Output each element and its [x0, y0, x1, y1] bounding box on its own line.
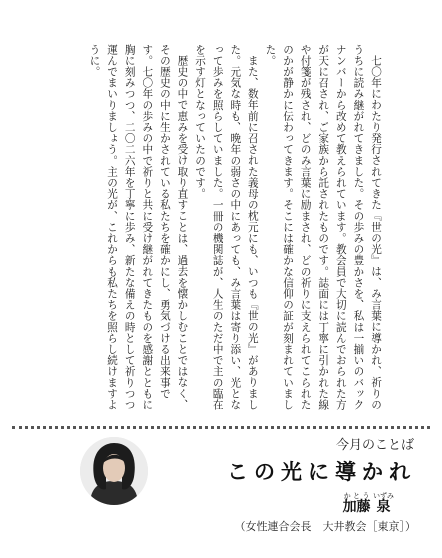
author-given-name: 泉 [373, 499, 394, 515]
author-name [343, 492, 394, 516]
author-surname: 加藤 [342, 499, 371, 515]
column-title: この光に導かれ [227, 460, 416, 484]
dotted-divider [12, 426, 430, 429]
author-surname-reading: かとう [342, 492, 371, 500]
article-body [0, 44, 442, 419]
author-given-reading: いずみ [373, 492, 394, 500]
column-label: 今月のことば [335, 438, 414, 453]
article-paragraph-3: 歴史の中で恵みを受け取り直すことは、過去を懐かしむことではなく、その歴史の中に生かされている私たちを確かにし、勇気づける出来事です。七〇年の歩みの中で祈りと共に受け継がれてきたものを感謝とともに胸に刻みつつ、二〇二六年を丁寧に歩み、新たな備えの時として祈りつつ運んでまいりましょう。主の光が、これからも私たちを照らし続けますように。 [88, 44, 189, 411]
article-paragraph-2: また、数年前に召された義母の枕元にも、いつも『世の光』がありました。元気な時も、晩年の弱さの中にあっても、み言葉は寄り添い、光となって歩みを照らしていました。一冊の機関誌が、人生のただ中で主の臨在を示す灯となっていたのです。 [194, 44, 259, 411]
author-affiliation: （女性連合会長 大井教会［東京］） [234, 520, 416, 533]
author-portrait [80, 437, 148, 505]
article-paragraph-1: 七〇年にわたり発行されてきた『世の光』は、み言葉に導かれ、祈りのうちに読み継がれてきました。その歩みの豊かさを、私は一揃いのバックナンバーから改めて教えられています。教会員で大切に読んでおられた方が天に召され、ご家族から託されたものです。誌面には丁寧に引かれた線や付箋が残され、どのみ言葉に励まされ、どの祈りに支えられてこられたのかが静かに伝わってきます。そこには確かな信仰の証が刻まれていました。 [264, 44, 382, 411]
